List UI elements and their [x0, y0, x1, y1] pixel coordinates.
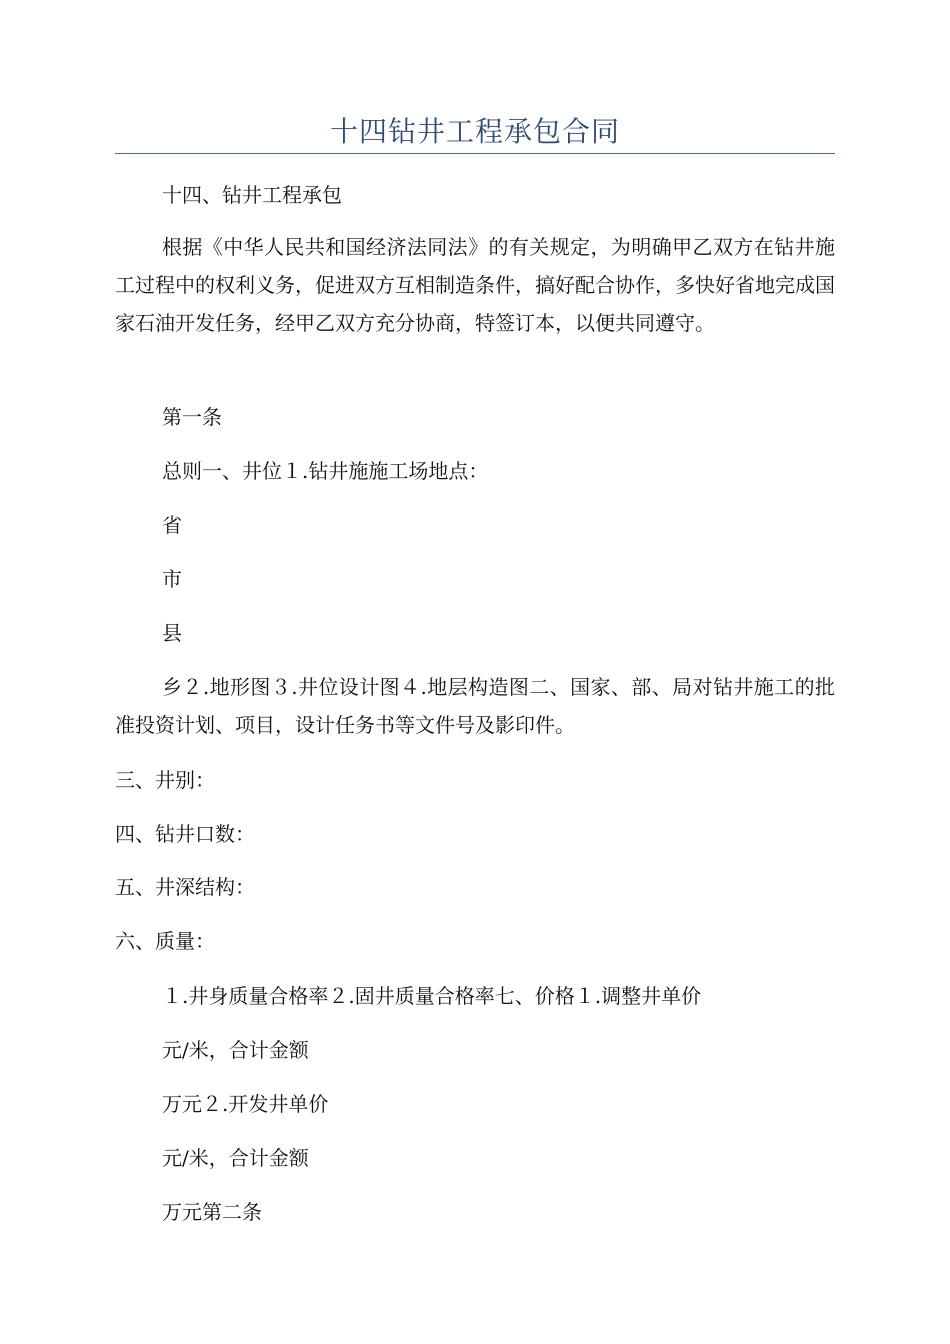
document-title: 十四钻井工程承包合同 [329, 115, 620, 148]
title-underline [115, 153, 835, 154]
unit-price-line-1: 元/米，合计金额 [162, 1038, 309, 1062]
well-count-line: 四、钻井口数： [115, 822, 255, 846]
quality-line: 六、质量： [115, 929, 215, 953]
well-depth-line: 五、井深结构： [115, 875, 255, 899]
unit-price-line-2: 元/米，合计金额 [162, 1146, 309, 1170]
article-one-heading: 第一条 [162, 405, 222, 429]
quality-rates-line: １.井身质量合格率２.固井质量合格率七、价格１.调整井单价 [162, 984, 702, 1008]
preamble-paragraph: 根据《中华人民共和国经济法同法》的有关规定，为明确甲乙双方在钻井施工过程中的权利义务，促进双方互相制造条件，搞好配合协作，多快好省地完成国家石油开发任务，经甲乙双方充分协商，特签订本，以便共同遵守。 [115, 235, 835, 335]
article-two-heading: 万元第二条 [162, 1200, 262, 1224]
township-paragraph: 乡２.地形图３.井位设计图４.地层构造图二、国家、部、局对钻井施工的批准投资计划、项目，设计任务书等文件号及影印件。 [115, 675, 835, 737]
development-well-price-line: 万元２.开发井单价 [162, 1092, 329, 1116]
city-line: 市 [162, 567, 182, 591]
province-line: 省 [162, 513, 182, 537]
general-provisions-line: 总则一、井位１.钻井施施工场地点： [162, 459, 489, 483]
well-type-line: 三、井别： [115, 768, 215, 792]
section-heading: 十四、钻井工程承包 [162, 183, 342, 207]
county-line: 县 [162, 621, 182, 645]
